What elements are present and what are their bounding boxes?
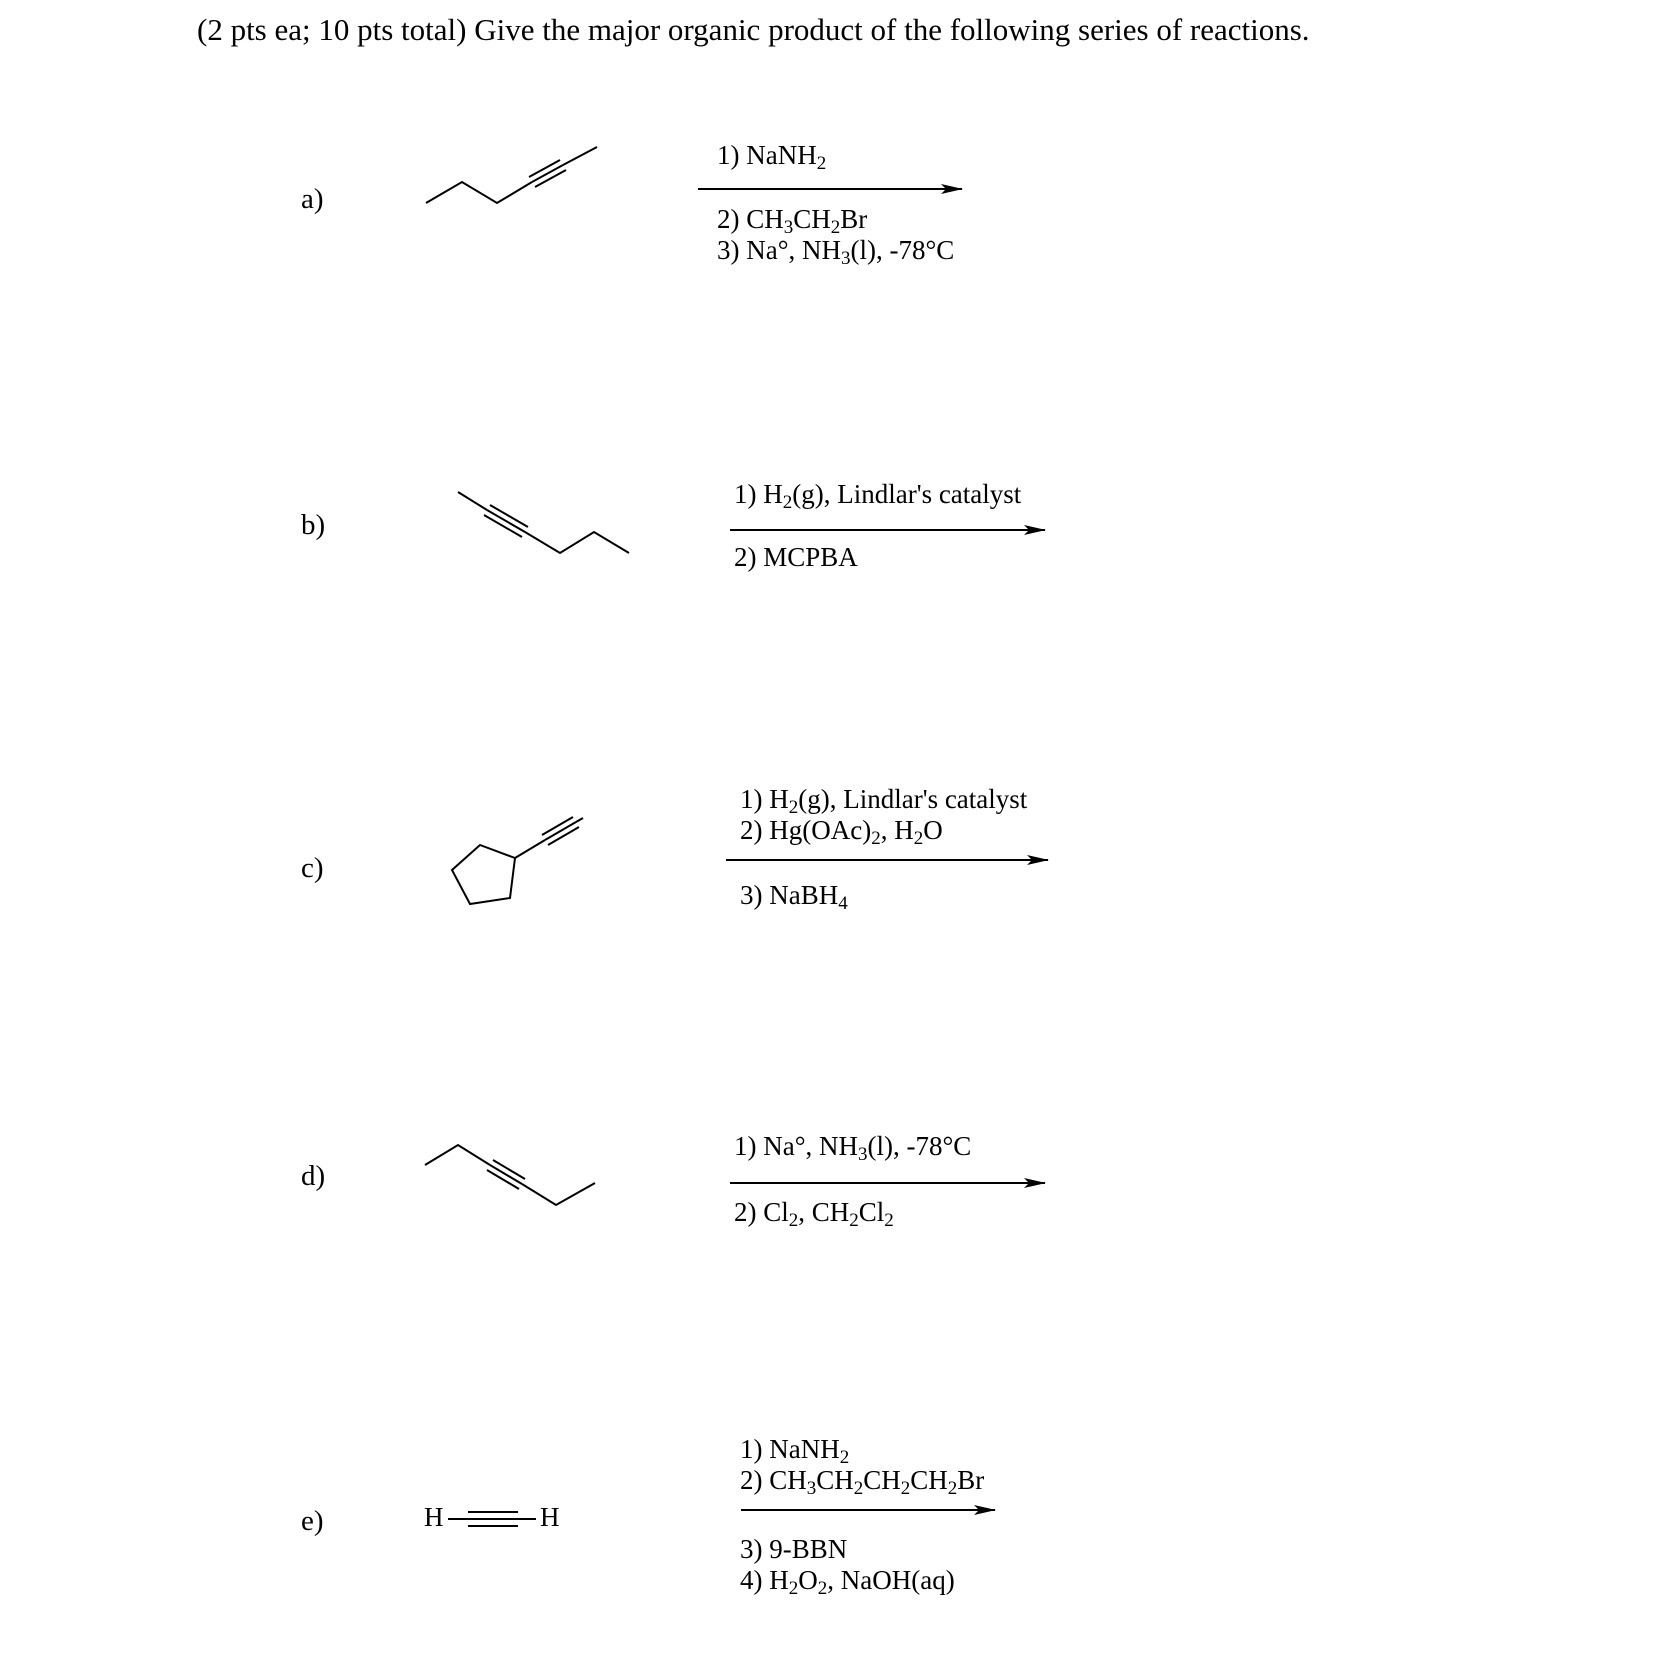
reagents-above-b xyxy=(734,479,1022,513)
reagent-line: 2) $CH_3CH_2Br$ xyxy=(717,204,868,238)
reagent-line: 2) $Cl_2$, $CH_2Cl_2$ xyxy=(734,1197,894,1231)
reagents-above-c xyxy=(740,784,1028,849)
structure-a-butyne xyxy=(426,147,597,203)
reagent-line: 1) Na°, $NH_3(l)$, -78°C xyxy=(734,1131,972,1165)
reagents-below-d xyxy=(734,1197,894,1231)
reagents-above-d xyxy=(734,1131,972,1165)
question-title: (2 pts ea; 10 pts total) Give the major organic product of the following series of reactions. xyxy=(197,12,1310,47)
reagents-below-b xyxy=(734,542,858,573)
reagent-line: 2) $CH_3CH_2CH_2CH_2Br$ xyxy=(740,1465,985,1499)
atom-h-left: H xyxy=(424,1502,444,1532)
reagent-line: 3) Na°, $NH_3(l)$, -78°C xyxy=(717,235,955,269)
structure-e-acetylene-bonds xyxy=(448,1512,536,1526)
reagents-below-e xyxy=(740,1534,955,1599)
reagent-line: 1) $H_2(g)$, Lindlar's catalyst xyxy=(740,784,1028,818)
structure-c-ethynylcyclopentane xyxy=(452,817,583,904)
reagent-line: 2) MCPBA xyxy=(734,542,858,572)
structure-d-hexyne xyxy=(425,1145,595,1205)
part-label-b: b) xyxy=(301,509,326,541)
structure-b-pentyne xyxy=(458,492,629,553)
reagent-line: 4) $H_2O_2$, NaOH(aq) xyxy=(740,1565,955,1599)
reagent-line: 3) NaBH$_4$ xyxy=(740,880,848,914)
part-label-d: d) xyxy=(301,1160,326,1192)
reagents-below-c xyxy=(740,880,848,914)
reagents-below-a xyxy=(717,204,955,269)
reagent-line: 1) $H_2(g)$, Lindlar's catalyst xyxy=(734,479,1022,513)
part-label-c: c) xyxy=(301,852,324,884)
reagents-above-e xyxy=(740,1434,985,1499)
part-label-e: e) xyxy=(301,1505,324,1537)
reagent-line: 3) 9-BBN xyxy=(740,1534,848,1564)
reagents-above-a xyxy=(717,140,827,174)
atom-h-right: H xyxy=(540,1502,560,1532)
reagent-line: 2) $Hg(OAc)_2$, $H_2O$ xyxy=(740,815,943,849)
reagent-line: 1) NaNH$_2$ xyxy=(740,1434,850,1468)
reagent-line: 1) NaNH$_2$ xyxy=(717,140,827,174)
part-label-a: a) xyxy=(301,183,324,215)
